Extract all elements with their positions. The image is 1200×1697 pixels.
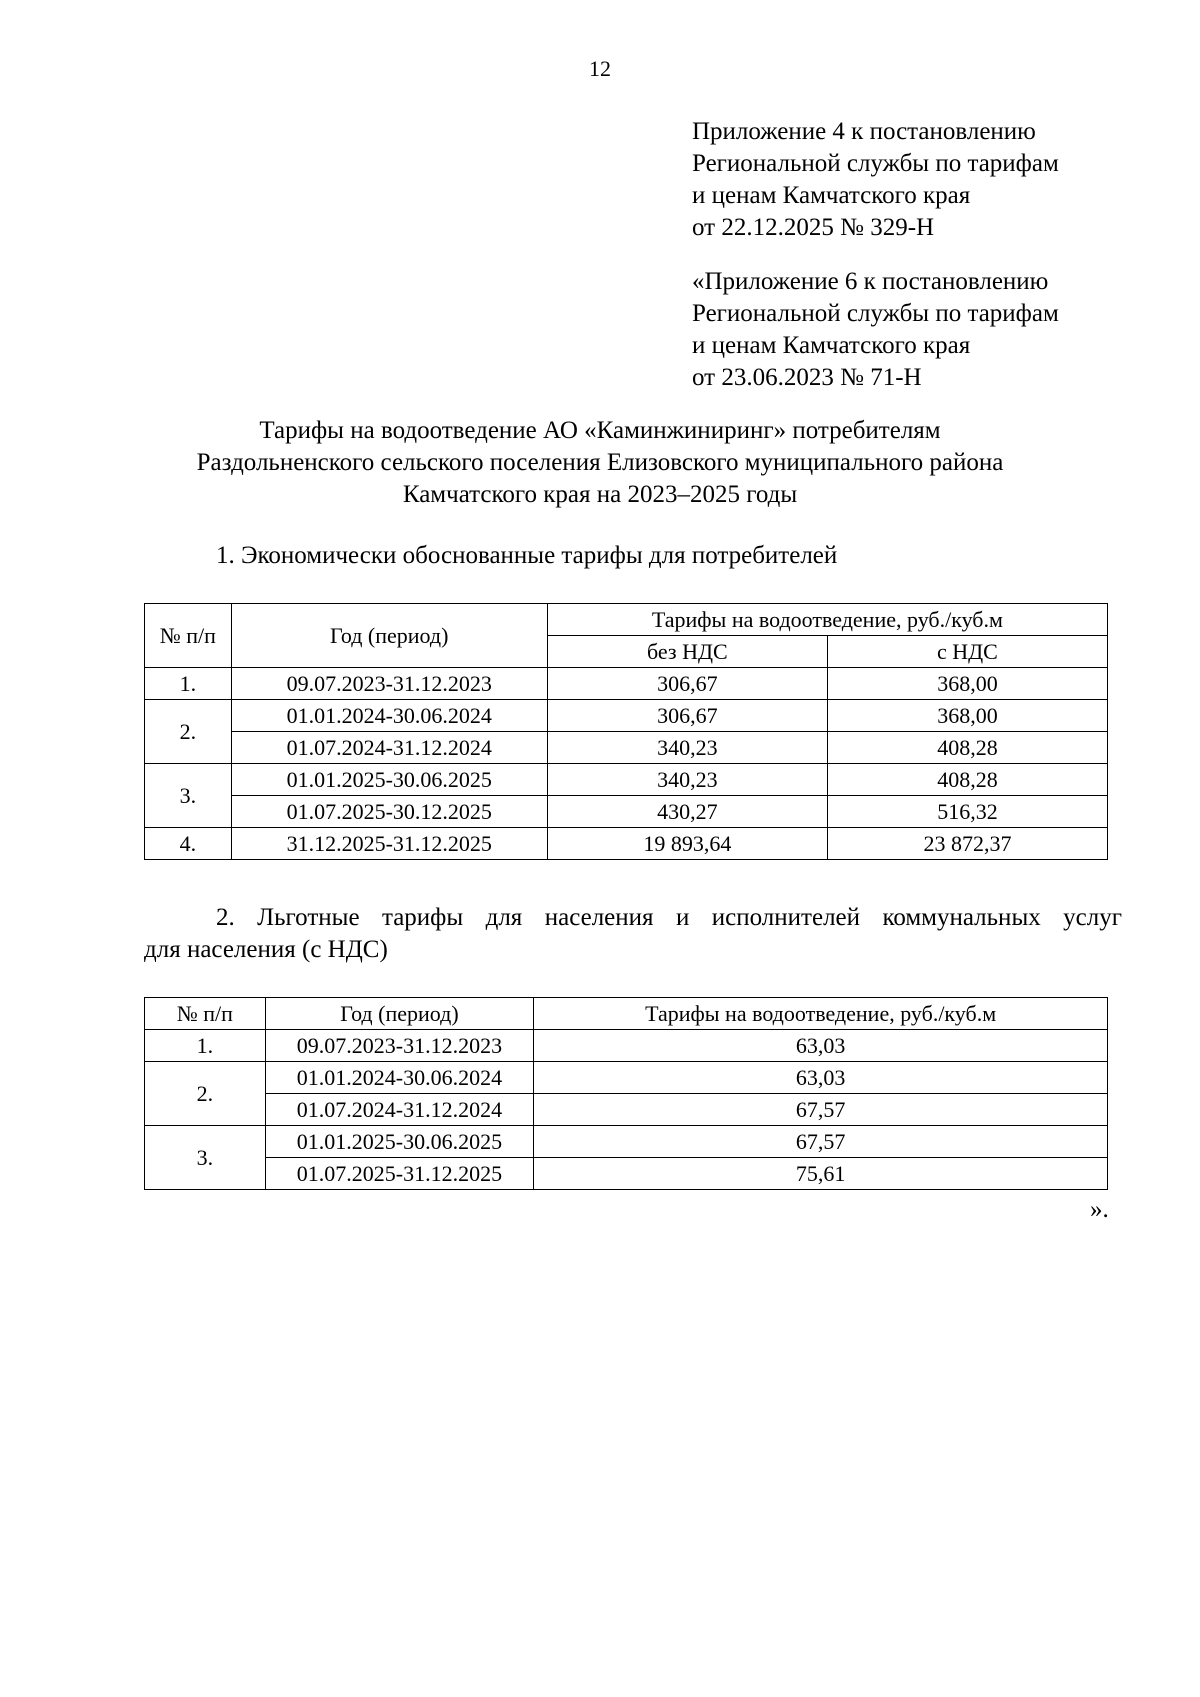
header-period: Год (период) — [231, 604, 547, 668]
row-period: 01.07.2024-31.12.2024 — [265, 1094, 534, 1126]
row-with-vat: 408,28 — [827, 732, 1107, 764]
row-value: 63,03 — [534, 1062, 1108, 1094]
appendix-header-current — [692, 116, 1162, 244]
section-2-heading — [144, 902, 1122, 966]
row-num: 1. — [145, 668, 232, 700]
row-num: 2. — [145, 1062, 266, 1126]
row-with-vat: 408,28 — [827, 764, 1107, 796]
section-2-heading-line: 2. Льготные тарифы для населения и исполнителей коммунальных услуг — [216, 904, 1122, 931]
title-line: Тарифы на водоотведение АО «Каминжиниринг» потребителям — [259, 417, 941, 444]
table-row — [145, 1094, 1108, 1126]
header-num: № п/п — [145, 604, 232, 668]
appendix-line: и ценам Камчатского края — [692, 332, 971, 359]
closing-quote-mark: ». — [1090, 1196, 1109, 1223]
row-value: 63,03 — [534, 1030, 1108, 1062]
row-with-vat: 368,00 — [827, 668, 1107, 700]
section-1-heading: 1. Экономически обоснованные тарифы для потребителей — [216, 542, 838, 569]
appendix-line: от 23.06.2023 № 71-Н — [692, 364, 922, 391]
row-num: 4. — [145, 828, 232, 860]
appendix-line: «Приложение 6 к постановлению — [692, 268, 1049, 295]
appendix-line: Приложение 4 к постановлению — [692, 118, 1036, 145]
row-period: 01.01.2025-30.06.2025 — [231, 764, 547, 796]
table-row — [145, 764, 1108, 796]
appendix-header-original — [692, 266, 1162, 394]
row-period: 01.07.2025-30.12.2025 — [231, 796, 547, 828]
appendix-line: от 22.12.2025 № 329-Н — [692, 214, 935, 241]
preferential-tariffs-table — [144, 997, 1108, 1190]
row-num: 2. — [145, 700, 232, 764]
table-row — [145, 828, 1108, 860]
header-without-vat: без НДС — [547, 636, 827, 668]
table-row — [145, 1158, 1108, 1190]
row-value: 67,57 — [534, 1094, 1108, 1126]
row-period: 09.07.2023-31.12.2023 — [265, 1030, 534, 1062]
table-row — [145, 1030, 1108, 1062]
header-with-vat: с НДС — [827, 636, 1107, 668]
row-without-vat: 306,67 — [547, 668, 827, 700]
row-without-vat: 430,27 — [547, 796, 827, 828]
row-value: 75,61 — [534, 1158, 1108, 1190]
title-line: Камчатского края на 2023–2025 годы — [402, 481, 798, 508]
table-row — [145, 700, 1108, 732]
row-period: 01.07.2024-31.12.2024 — [231, 732, 547, 764]
title-line: Раздольненского сельского поселения Елизовского муниципального района — [196, 449, 1004, 476]
appendix-line: Региональной службы по тарифам — [692, 150, 1059, 177]
row-period: 01.07.2025-31.12.2025 — [265, 1158, 534, 1190]
header-num: № п/п — [145, 998, 266, 1030]
row-with-vat: 368,00 — [827, 700, 1107, 732]
row-value: 67,57 — [534, 1126, 1108, 1158]
table-row — [145, 668, 1108, 700]
row-period: 31.12.2025-31.12.2025 — [231, 828, 547, 860]
document-title — [0, 415, 1200, 511]
row-period: 09.07.2023-31.12.2023 — [231, 668, 547, 700]
row-period: 01.01.2025-30.06.2025 — [265, 1126, 534, 1158]
row-without-vat: 340,23 — [547, 732, 827, 764]
header-tariffs: Тарифы на водоотведение, руб./куб.м — [547, 604, 1107, 636]
row-num: 3. — [145, 764, 232, 828]
row-period: 01.01.2024-30.06.2024 — [265, 1062, 534, 1094]
row-without-vat: 19 893,64 — [547, 828, 827, 860]
row-num: 3. — [145, 1126, 266, 1190]
table-row — [145, 796, 1108, 828]
row-with-vat: 23 872,37 — [827, 828, 1107, 860]
economic-tariffs-table — [144, 603, 1108, 860]
table-row — [145, 732, 1108, 764]
appendix-line: Региональной службы по тарифам — [692, 300, 1059, 327]
table-row — [145, 1126, 1108, 1158]
page-number: 12 — [589, 56, 611, 81]
row-num: 1. — [145, 1030, 266, 1062]
row-without-vat: 340,23 — [547, 764, 827, 796]
header-tariffs: Тарифы на водоотведение, руб./куб.м — [534, 998, 1108, 1030]
row-with-vat: 516,32 — [827, 796, 1107, 828]
row-period: 01.01.2024-30.06.2024 — [231, 700, 547, 732]
section-2-heading-line: для населения (с НДС) — [144, 936, 388, 963]
appendix-line: и ценам Камчатского края — [692, 182, 971, 209]
table-row — [145, 1062, 1108, 1094]
header-period: Год (период) — [265, 998, 534, 1030]
row-without-vat: 306,67 — [547, 700, 827, 732]
